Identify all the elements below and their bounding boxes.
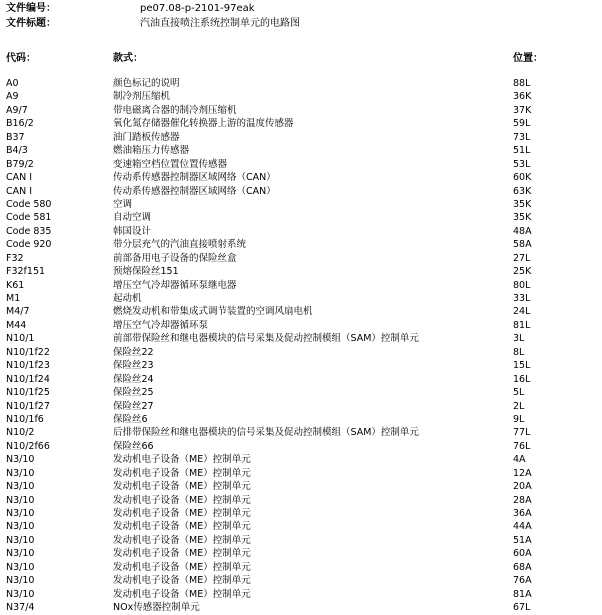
component-description: 发动机电子设备（ME）控制单元: [113, 467, 251, 479]
component-code: N3/10: [6, 561, 35, 573]
component-description: 前部备用电子设备的保险丝盒: [113, 252, 237, 264]
component-code: M4/7: [6, 306, 30, 318]
table-row: [0, 319, 602, 332]
component-code: Code 580: [6, 198, 52, 210]
component-position: 67L: [513, 602, 531, 614]
component-position: 9L: [513, 413, 525, 425]
component-position: 81A: [513, 588, 532, 600]
column-header-desc: 款式：: [113, 53, 143, 64]
table-row: [0, 144, 602, 157]
component-code: N10/1: [6, 333, 35, 345]
component-code: B4/3: [6, 145, 28, 157]
table-row: [0, 386, 602, 399]
component-description: 燃油箱压力传感器: [113, 145, 190, 157]
table-row: [0, 238, 602, 251]
component-code: N10/1f6: [6, 413, 44, 425]
column-header-code: 代码：: [6, 53, 36, 64]
table-row: [0, 507, 602, 520]
component-code: N10/1f27: [6, 400, 50, 412]
component-position: 28A: [513, 494, 532, 506]
table-row: [0, 131, 602, 144]
doc-number-value: pe07.08-p-2101-97eak: [140, 3, 255, 14]
component-position: 58A: [513, 239, 532, 251]
table-row: [0, 426, 602, 439]
component-code: CAN I: [6, 172, 33, 184]
component-description: 发动机电子设备（ME）控制单元: [113, 494, 251, 506]
table-row: [0, 440, 602, 453]
component-description: 传动系传感器控制器区域网络（CAN）: [113, 185, 276, 197]
component-description: 发动机电子设备（ME）控制单元: [113, 521, 251, 533]
component-code: M1: [6, 293, 21, 304]
component-position: 36K: [513, 91, 532, 103]
component-description: 后排带保险丝和继电器模块的信号采集及促动控制模组（SAM）控制单元: [113, 427, 419, 439]
component-description: 前部带保险丝和继电器模块的信号采集及促动控制模组（SAM）控制单元: [113, 333, 419, 345]
component-code: N3/10: [6, 454, 35, 466]
component-position: 35K: [513, 198, 532, 210]
component-position: 33L: [513, 293, 531, 304]
component-code: Code 581: [6, 212, 52, 224]
component-position: 24L: [513, 306, 531, 318]
component-position: 51L: [513, 145, 531, 157]
component-description: 变速箱空档位置位置传感器: [113, 158, 228, 170]
component-table: [0, 77, 602, 615]
table-row: [0, 90, 602, 103]
table-row: [0, 252, 602, 265]
table-row: [0, 185, 602, 198]
component-code: A9: [6, 91, 19, 103]
component-position: 44A: [513, 521, 532, 533]
component-description: 韩国设计: [113, 225, 152, 237]
component-code: N10/2f66: [6, 440, 50, 452]
component-code: N37/4: [6, 602, 35, 614]
table-row: [0, 292, 602, 305]
component-position: 53L: [513, 158, 531, 170]
table-row: [0, 225, 602, 238]
component-position: 12A: [513, 467, 532, 479]
table-row: [0, 547, 602, 560]
component-position: 60A: [513, 548, 532, 560]
component-code: N10/1f25: [6, 387, 50, 399]
table-row: [0, 601, 602, 614]
component-description: 增压空气冷却器循环泵继电器: [113, 279, 237, 291]
component-position: 77L: [513, 427, 531, 439]
component-description: 发动机电子设备（ME）控制单元: [113, 481, 251, 493]
component-code: N10/1f24: [6, 373, 50, 385]
component-position: 2L: [513, 400, 525, 412]
component-description: 发动机电子设备（ME）控制单元: [113, 575, 251, 587]
component-position: 63K: [513, 185, 532, 197]
component-code: A0: [6, 78, 19, 89]
doc-number-label: 文件编号：: [6, 3, 56, 14]
component-description: 油门踏板传感器: [113, 131, 180, 143]
component-position: 59L: [513, 118, 531, 130]
table-row: [0, 520, 602, 533]
component-description: 带电磁离合器的制冷剂压缩机: [113, 104, 237, 116]
component-position: 51A: [513, 534, 532, 546]
table-row: [0, 574, 602, 587]
table-row: [0, 480, 602, 493]
table-row: [0, 104, 602, 117]
component-position: 73L: [513, 131, 531, 143]
component-position: 60K: [513, 172, 532, 184]
component-description: 自动空调: [113, 212, 152, 224]
table-row: [0, 561, 602, 574]
table-row: [0, 588, 602, 601]
component-description: 氧化氮存储器催化转换器上游的温度传感器: [113, 118, 294, 130]
component-description: NOx传感器控制单元: [113, 602, 200, 614]
component-position: 88L: [513, 78, 531, 89]
component-description: 保险丝22: [113, 346, 154, 358]
table-row: [0, 467, 602, 480]
component-position: 68A: [513, 561, 532, 573]
component-position: 81L: [513, 319, 531, 331]
component-description: 保险丝25: [113, 387, 154, 399]
component-description: 保险丝23: [113, 360, 154, 372]
component-position: 8L: [513, 346, 525, 358]
component-description: 发动机电子设备（ME）控制单元: [113, 588, 251, 600]
component-description: 保险丝27: [113, 400, 154, 412]
component-code: N3/10: [6, 521, 35, 533]
component-description: 发动机电子设备（ME）控制单元: [113, 561, 251, 573]
component-description: 颜色标记的说明: [113, 78, 180, 89]
component-code: Code 920: [6, 239, 52, 251]
table-row: [0, 332, 602, 345]
component-position: 27L: [513, 252, 531, 264]
table-row: [0, 117, 602, 130]
component-position: 15L: [513, 360, 531, 372]
table-row: [0, 158, 602, 171]
component-description: 发动机电子设备（ME）控制单元: [113, 454, 251, 466]
table-row: [0, 77, 602, 90]
component-code: M44: [6, 319, 27, 331]
table-row: [0, 279, 602, 292]
table-row: [0, 359, 602, 372]
component-code: N3/10: [6, 575, 35, 587]
component-description: 起动机: [113, 293, 142, 304]
component-code: N3/10: [6, 508, 35, 519]
component-position: 76A: [513, 575, 532, 587]
component-position: 3L: [513, 333, 525, 345]
component-code: N3/10: [6, 467, 35, 479]
component-code: N10/1f22: [6, 346, 50, 358]
component-description: 发动机电子设备（ME）控制单元: [113, 548, 251, 560]
component-code: F32f151: [6, 266, 46, 278]
table-row: [0, 534, 602, 547]
component-code: B37: [6, 131, 25, 143]
component-code: K61: [6, 279, 25, 291]
component-position: 25K: [513, 266, 532, 278]
component-code: N3/10: [6, 534, 35, 546]
component-description: 制冷剂压缩机: [113, 91, 171, 103]
doc-title-label: 文件标题：: [6, 18, 56, 29]
component-description: 发动机电子设备（ME）控制单元: [113, 508, 251, 519]
component-code: A9/7: [6, 104, 28, 116]
component-description: 传动系传感器控制器区域网络（CAN）: [113, 172, 276, 184]
table-row: [0, 373, 602, 386]
component-code: F32: [6, 252, 24, 264]
table-row: [0, 453, 602, 466]
component-code: B79/2: [6, 158, 34, 170]
component-description: 增压空气冷却器循环泵: [113, 319, 209, 331]
component-code: N10/2: [6, 427, 35, 439]
component-position: 16L: [513, 373, 531, 385]
table-row: [0, 198, 602, 211]
component-description: 保险丝6: [113, 413, 148, 425]
component-code: N3/10: [6, 548, 35, 560]
component-code: B16/2: [6, 118, 34, 130]
component-position: 35K: [513, 212, 532, 224]
component-description: 燃烧发动机和带集成式调节装置的空调风扇电机: [113, 306, 313, 318]
component-position: 36A: [513, 508, 532, 519]
component-position: 37K: [513, 104, 532, 116]
table-row: [0, 171, 602, 184]
component-position: 48A: [513, 225, 532, 237]
table-row: [0, 305, 602, 318]
component-position: 5L: [513, 387, 525, 399]
component-description: 空调: [113, 198, 133, 210]
component-code: N3/10: [6, 481, 35, 493]
table-row: [0, 211, 602, 224]
table-row: [0, 400, 602, 413]
table-row: [0, 346, 602, 359]
component-code: N10/1f23: [6, 360, 50, 372]
doc-title-value: 汽油直接喷注系统控制单元的电路图: [140, 18, 300, 29]
component-position: 20A: [513, 481, 532, 493]
component-description: 保险丝24: [113, 373, 154, 385]
component-code: N3/10: [6, 494, 35, 506]
table-row: [0, 413, 602, 426]
table-row: [0, 265, 602, 278]
component-code: Code 835: [6, 225, 52, 237]
component-description: 带分层充气的汽油直接喷射系统: [113, 239, 247, 251]
column-header-pos: 位置：: [513, 53, 543, 64]
component-description: 保险丝66: [113, 440, 154, 452]
component-position: 4A: [513, 454, 526, 466]
component-description: 发动机电子设备（ME）控制单元: [113, 534, 251, 546]
component-code: N3/10: [6, 588, 35, 600]
component-position: 76L: [513, 440, 531, 452]
component-position: 80L: [513, 279, 531, 291]
table-row: [0, 494, 602, 507]
component-description: 预熔保险丝151: [113, 266, 179, 278]
component-code: CAN I: [6, 185, 33, 197]
